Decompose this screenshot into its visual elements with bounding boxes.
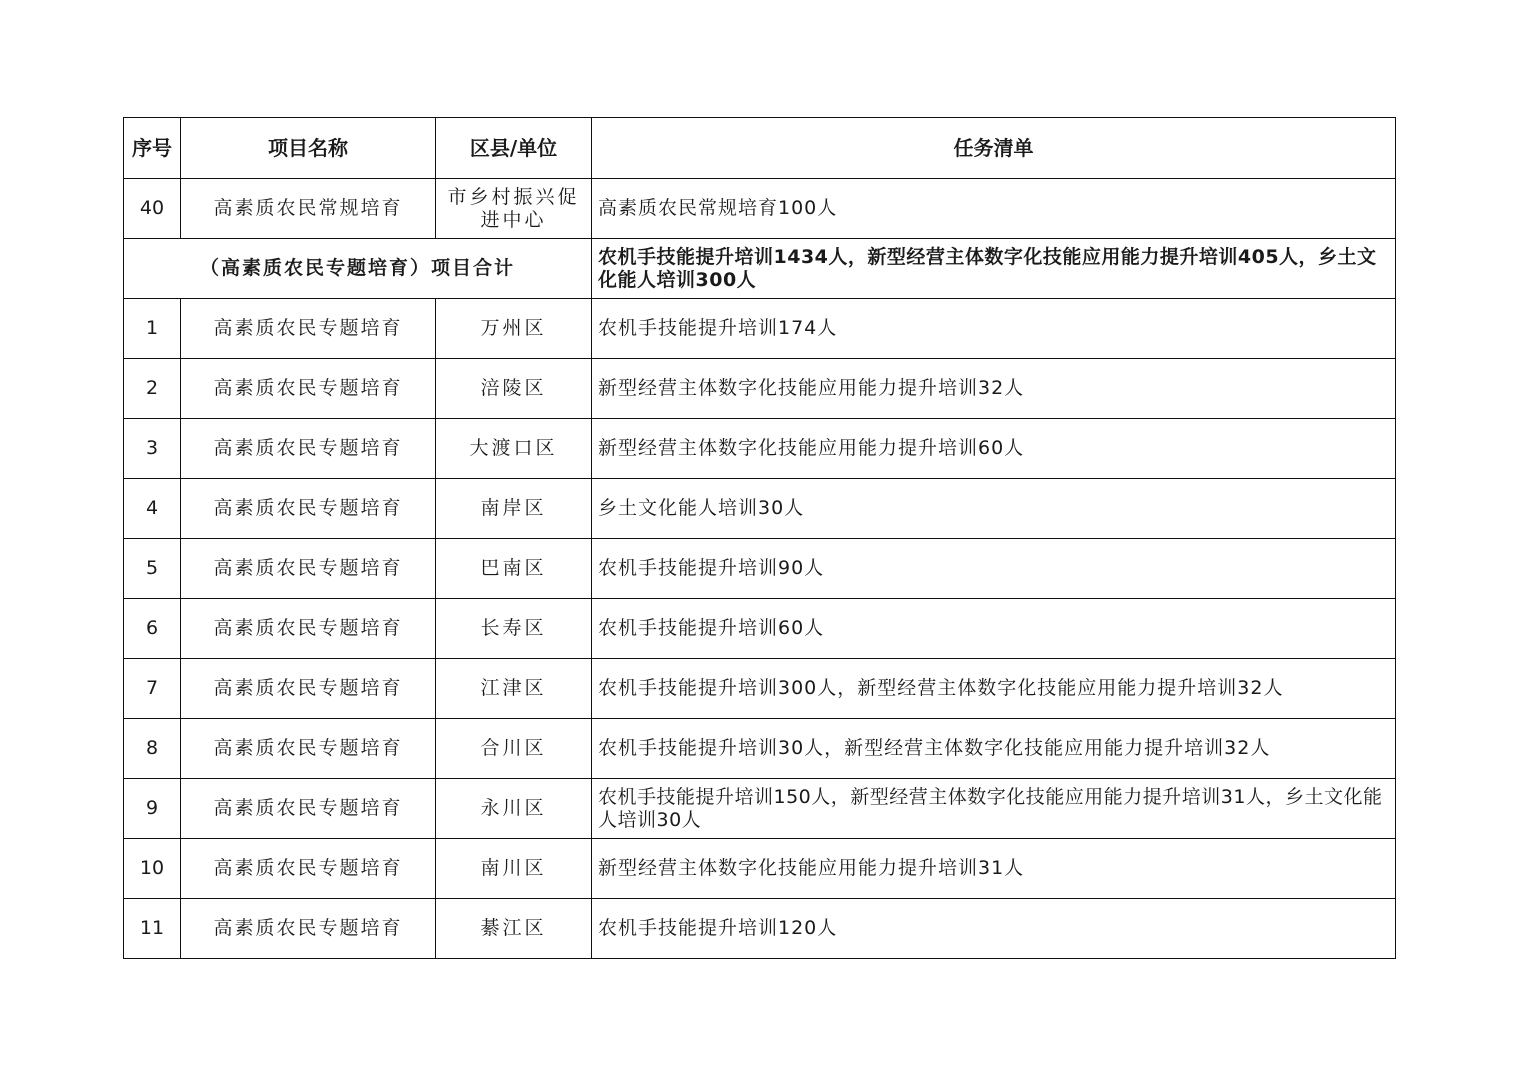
row-project: 高素质农民专题培育 (181, 719, 436, 779)
row-index: 1 (124, 299, 181, 359)
row-project: 高素质农民专题培育 (181, 419, 436, 479)
row-project: 高素质农民专题培育 (181, 779, 436, 839)
table-row (124, 659, 1396, 719)
task-table (123, 117, 1396, 959)
table-row (124, 719, 1396, 779)
row-unit: 南川区 (436, 839, 592, 899)
table-row (124, 899, 1396, 959)
row-task: 农机手技能提升培训174人 (592, 299, 1396, 359)
row-unit: 万州区 (436, 299, 592, 359)
table-row (124, 839, 1396, 899)
row-unit: 江津区 (436, 659, 592, 719)
row-task: 高素质农民常规培育100人 (592, 179, 1396, 239)
header-unit: 区县/单位 (436, 118, 592, 179)
row-task: 农机手技能提升培训60人 (592, 599, 1396, 659)
header-task: 任务清单 (592, 118, 1396, 179)
row-task: 农机手技能提升培训30人，新型经营主体数字化技能应用能力提升培训32人 (592, 719, 1396, 779)
row-unit: 巴南区 (436, 539, 592, 599)
table-row (124, 599, 1396, 659)
row-index: 7 (124, 659, 181, 719)
row-index: 3 (124, 419, 181, 479)
table-row (124, 359, 1396, 419)
summary-label: （高素质农民专题培育）项目合计 (124, 239, 592, 299)
row-task: 农机手技能提升培训300人，新型经营主体数字化技能应用能力提升培训32人 (592, 659, 1396, 719)
table-row (124, 539, 1396, 599)
row-task: 农机手技能提升培训150人，新型经营主体数字化技能应用能力提升培训31人，乡土文化能人培训30人 (592, 779, 1396, 839)
row-task: 新型经营主体数字化技能应用能力提升培训31人 (592, 839, 1396, 899)
row-unit: 永川区 (436, 779, 592, 839)
header-project: 项目名称 (181, 118, 436, 179)
row-task: 农机手技能提升培训90人 (592, 539, 1396, 599)
row-unit: 大渡口区 (436, 419, 592, 479)
row-index: 9 (124, 779, 181, 839)
row-task: 新型经营主体数字化技能应用能力提升培训32人 (592, 359, 1396, 419)
table-row (124, 179, 1396, 239)
header-row (124, 118, 1396, 179)
row-task: 乡土文化能人培训30人 (592, 479, 1396, 539)
row-index: 8 (124, 719, 181, 779)
summary-row (124, 239, 1396, 299)
row-index: 11 (124, 899, 181, 959)
row-project: 高素质农民专题培育 (181, 659, 436, 719)
row-index: 6 (124, 599, 181, 659)
document-table-container (123, 117, 1396, 959)
table-row (124, 299, 1396, 359)
row-project: 高素质农民专题培育 (181, 839, 436, 899)
row-project: 高素质农民专题培育 (181, 299, 436, 359)
row-index: 10 (124, 839, 181, 899)
row-project: 高素质农民专题培育 (181, 599, 436, 659)
row-unit: 涪陵区 (436, 359, 592, 419)
row-project: 高素质农民专题培育 (181, 899, 436, 959)
row-task: 农机手技能提升培训120人 (592, 899, 1396, 959)
table-row (124, 419, 1396, 479)
summary-task: 农机手技能提升培训1434人，新型经营主体数字化技能应用能力提升培训405人，乡土文化能人培训300人 (592, 239, 1396, 299)
row-project: 高素质农民专题培育 (181, 359, 436, 419)
row-project: 高素质农民专题培育 (181, 479, 436, 539)
row-unit: 市乡村振兴促进中心 (436, 179, 592, 239)
row-project: 高素质农民专题培育 (181, 539, 436, 599)
table-row (124, 479, 1396, 539)
row-task: 新型经营主体数字化技能应用能力提升培训60人 (592, 419, 1396, 479)
row-index: 5 (124, 539, 181, 599)
row-unit: 綦江区 (436, 899, 592, 959)
row-project: 高素质农民常规培育 (181, 179, 436, 239)
header-index: 序号 (124, 118, 181, 179)
row-index: 2 (124, 359, 181, 419)
row-unit: 长寿区 (436, 599, 592, 659)
row-unit: 合川区 (436, 719, 592, 779)
row-unit: 南岸区 (436, 479, 592, 539)
table-row (124, 779, 1396, 839)
row-index: 4 (124, 479, 181, 539)
row-index: 40 (124, 179, 181, 239)
